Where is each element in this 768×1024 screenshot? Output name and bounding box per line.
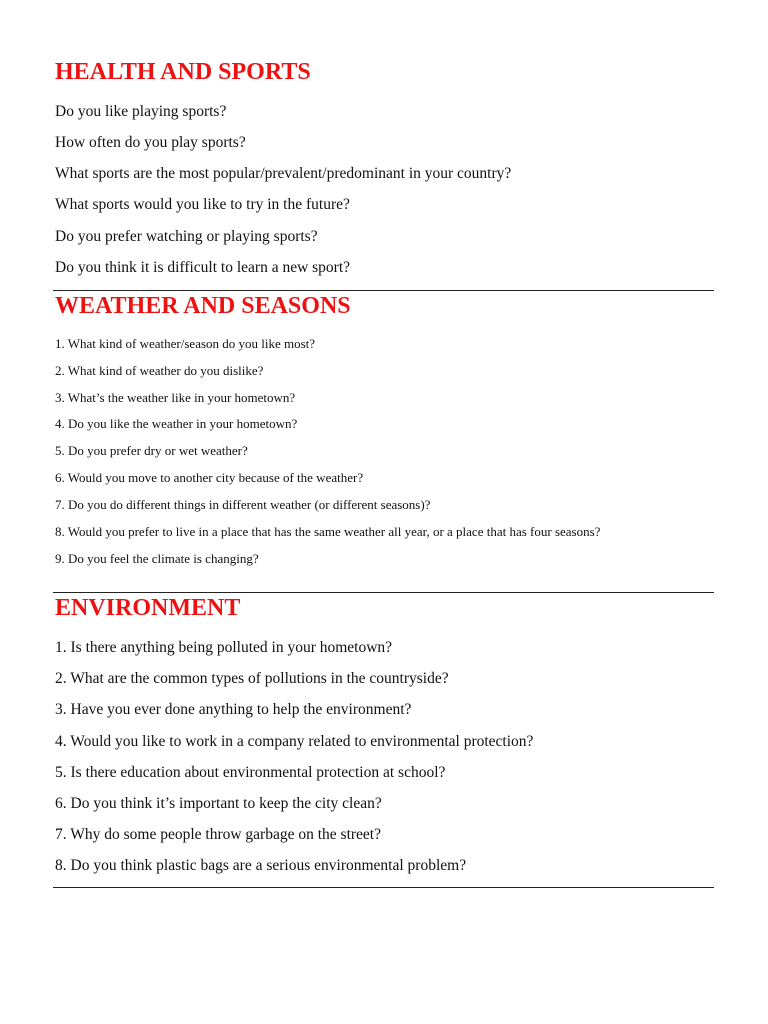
- section-divider: [53, 592, 714, 593]
- question-item: 2. What are the common types of pollutions in the countryside?: [55, 670, 449, 687]
- question-item: Do you prefer watching or playing sports?: [55, 228, 318, 245]
- question-item: Do you like playing sports?: [55, 103, 227, 120]
- question-item: 5. Is there education about environmental protection at school?: [55, 764, 446, 781]
- question-item: 2. What kind of weather do you dislike?: [55, 363, 264, 378]
- question-item: 1. Is there anything being polluted in your hometown?: [55, 639, 393, 656]
- question-item: How often do you play sports?: [55, 134, 246, 151]
- section-heading-health-and-sports: HEALTH AND SPORTS: [55, 59, 311, 85]
- question-item: Do you think it is difficult to learn a new sport?: [55, 259, 351, 276]
- section-divider: [53, 887, 714, 888]
- question-item: 1. What kind of weather/season do you like most?: [55, 336, 316, 351]
- question-item: 8. Would you prefer to live in a place that has the same weather all year, or a place that has four seasons?: [55, 524, 601, 539]
- section-heading-environment: ENVIRONMENT: [55, 595, 241, 621]
- question-item: What sports are the most popular/prevalent/predominant in your country?: [55, 165, 512, 182]
- question-item: 9. Do you feel the climate is changing?: [55, 551, 259, 566]
- question-item: 3. What’s the weather like in your hometown?: [55, 390, 296, 405]
- question-item: 7. Do you do different things in different weather (or different seasons)?: [55, 497, 431, 512]
- question-item: 7. Why do some people throw garbage on the street?: [55, 826, 381, 843]
- question-item: 4. Would you like to work in a company related to environmental protection?: [55, 733, 534, 750]
- question-item: 5. Do you prefer dry or wet weather?: [55, 443, 248, 458]
- question-item: 8. Do you think plastic bags are a serious environmental problem?: [55, 857, 467, 874]
- question-item: 6. Do you think it’s important to keep the city clean?: [55, 795, 382, 812]
- question-item: What sports would you like to try in the future?: [55, 196, 350, 213]
- section-divider: [53, 290, 714, 291]
- question-item: 4. Do you like the weather in your hometown?: [55, 416, 298, 431]
- question-item: 3. Have you ever done anything to help the environment?: [55, 701, 412, 718]
- question-item: 6. Would you move to another city because of the weather?: [55, 470, 364, 485]
- section-heading-weather-and-seasons: WEATHER AND SEASONS: [55, 293, 351, 319]
